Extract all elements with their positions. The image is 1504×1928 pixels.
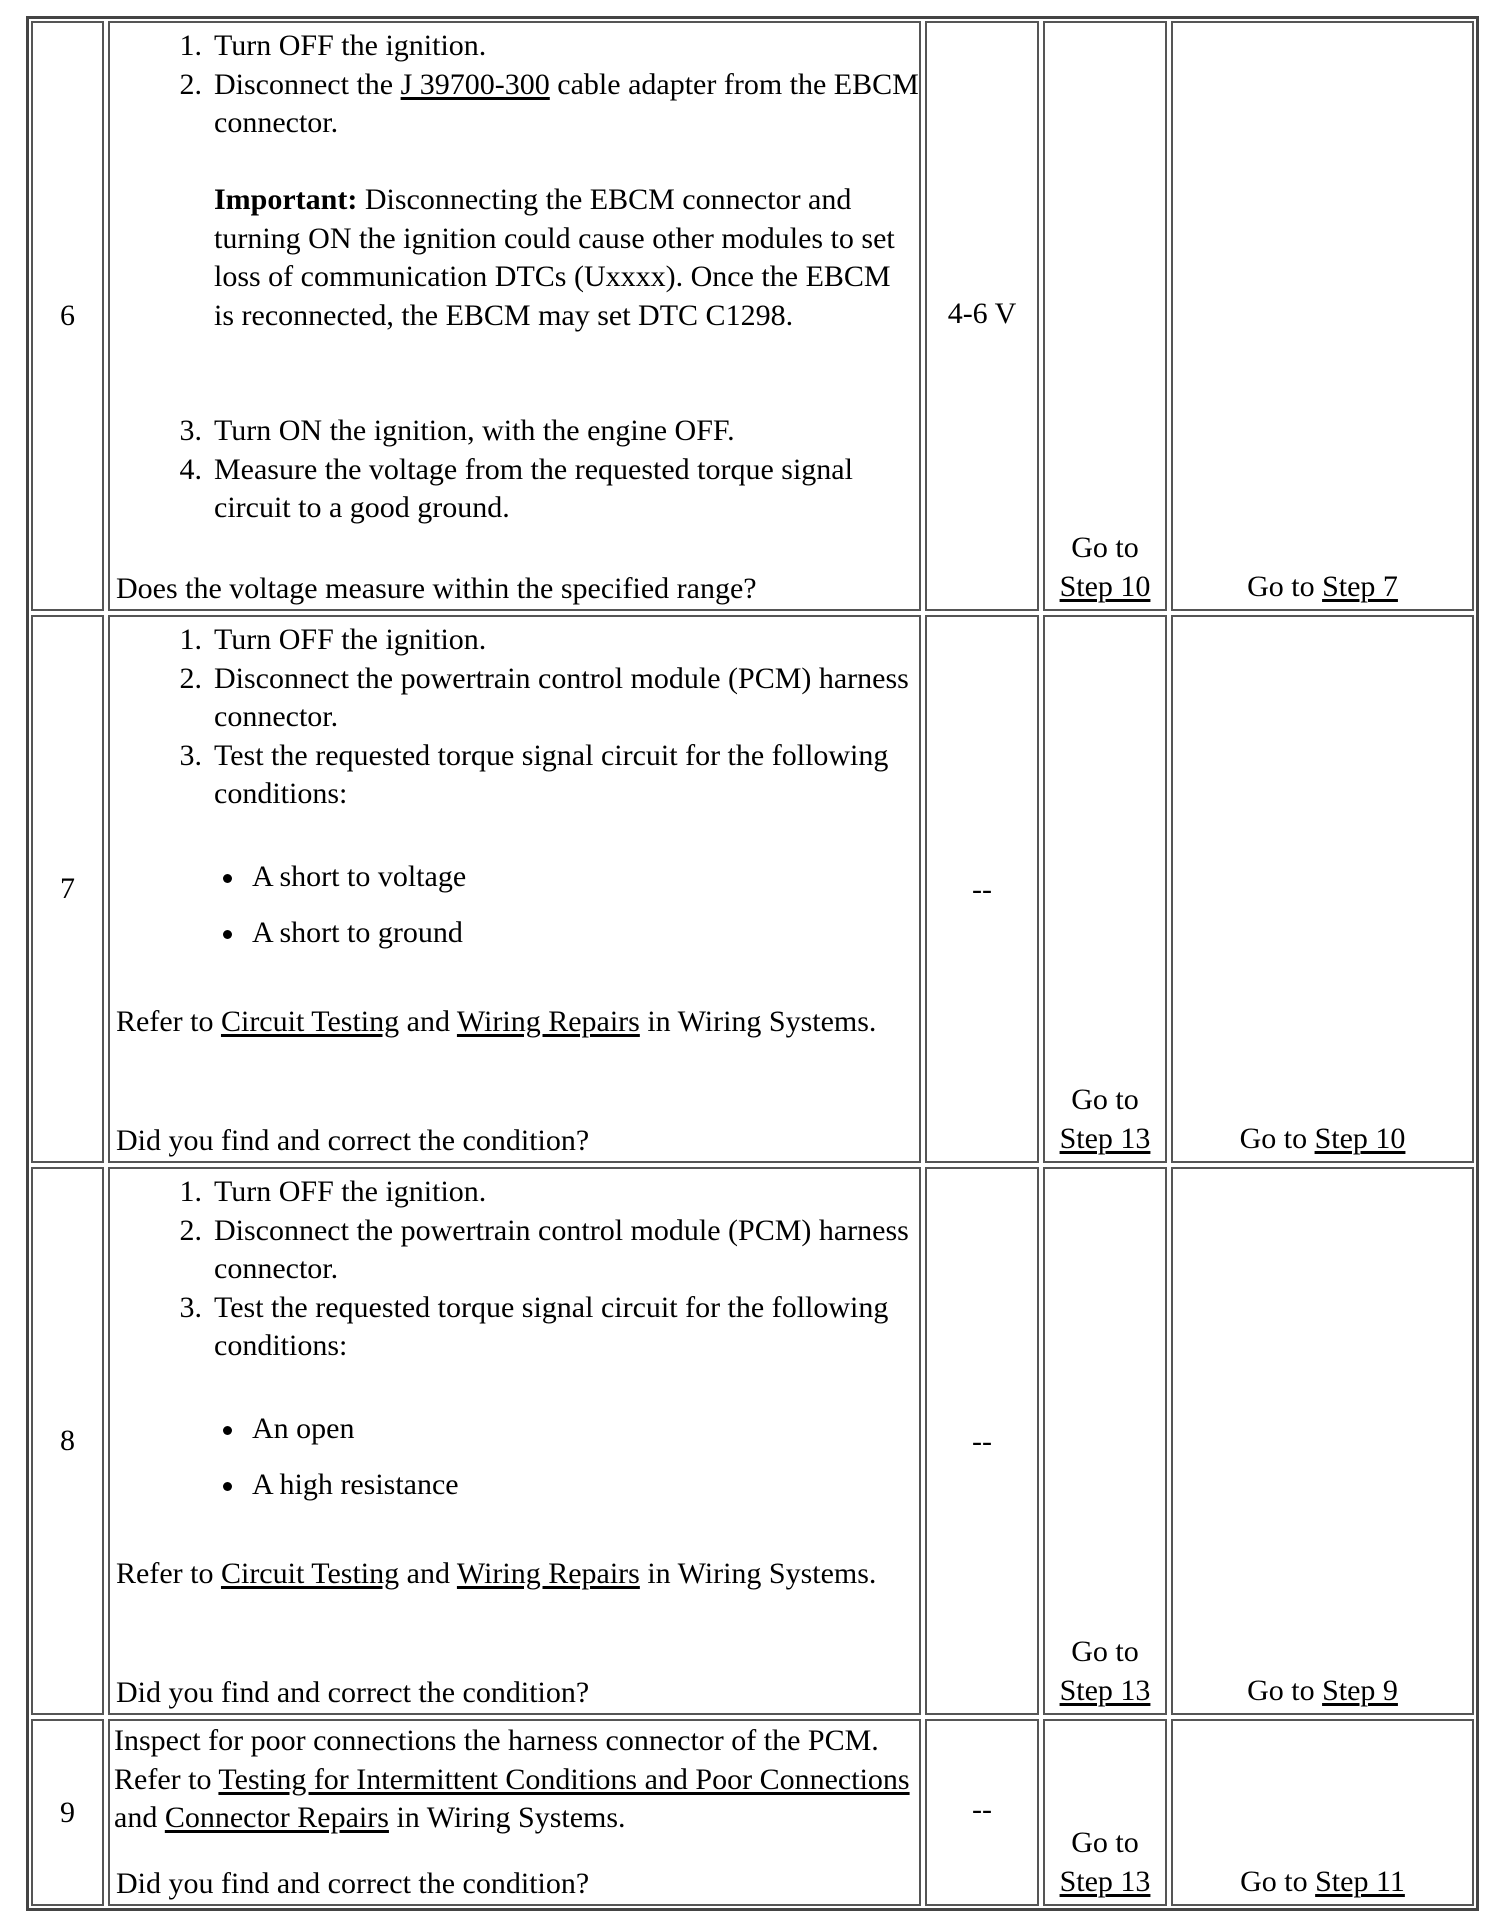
action-cell [108,1167,921,1715]
no-cell: Go to Step 10 [1171,615,1474,1163]
question: Did you find and correct the condition? [116,1675,590,1709]
tool-link[interactable]: J 39700-300 [400,67,550,101]
important-note: Important: Disconnecting the EBCM connector and turning ON the ignition could cause other modules to set loss of communication DTCs (Uxxxx). Once the EBCM is reconnected, the EBCM may set DTC C1298. [214,183,895,332]
yes-step-link[interactable]: Step 10 [1059,569,1151,603]
connector-repairs-link[interactable]: Connector Repairs [164,1801,389,1834]
list-item: 1. Turn OFF the ignition. [179,623,487,656]
step-number: 7 [60,872,75,905]
value-cell [925,21,1039,611]
list-item: 2. Disconnect the J 39700-300 cable adapter from the EBCM connector. [179,67,919,139]
list-item: 1. Turn OFF the ignition. [179,29,487,62]
question: Did you find and correct the condition? [116,1866,590,1900]
action-cell [108,21,921,611]
bullet-item: A high resistance [110,1466,919,1522]
action-cell [108,615,921,1163]
list-item: 3. Test the requested torque signal circuit for the following conditions: [179,738,889,810]
wiring-repairs-link[interactable]: Wiring Repairs [456,1557,640,1590]
no-cell: Go to Step 11 [1171,1719,1474,1906]
inspection-text: Inspect for poor connections the harness connector of the PCM. Refer to Testing for Intermittent Conditions and Poor Connections and Connector Repairs in Wiring Systems. [114,1724,910,1834]
step-number-cell [31,615,104,1163]
important-label: Important: [214,183,358,216]
yes-cell: Go to Step 13 [1043,1719,1167,1906]
spec-value: -- [972,873,992,906]
yes-step-link[interactable]: Step 13 [1059,1673,1151,1707]
step-number-cell [31,21,104,611]
yes-step-link[interactable]: Step 13 [1059,1864,1151,1898]
value-cell [925,1167,1039,1715]
list-item: 1. Turn OFF the ignition. [179,1175,487,1208]
circuit-testing-link[interactable]: Circuit Testing [220,1005,400,1038]
intermittent-conditions-link[interactable]: Testing for Intermittent Conditions and Poor Connections [218,1762,910,1796]
spec-value: -- [972,1425,992,1458]
step-number: 6 [60,299,75,332]
reference-text: Refer to Circuit Testing and Wiring Repairs in Wiring Systems. [116,1557,877,1590]
step-number: 8 [60,1424,75,1457]
value-cell [925,1719,1039,1906]
question: Did you find and correct the condition? [116,1123,590,1157]
value-cell [925,615,1039,1163]
reference-text: Refer to Circuit Testing and Wiring Repairs in Wiring Systems. [116,1005,877,1038]
list-item: 3. Test the requested torque signal circuit for the following conditions: [179,1290,889,1362]
no-step-link[interactable]: Step 11 [1315,1864,1405,1898]
no-cell: Go to Step 9 [1171,1167,1474,1715]
bullet-item: A short to ground [110,914,919,970]
yes-step-link[interactable]: Step 13 [1059,1121,1151,1155]
no-cell: Go to Step 7 [1171,21,1474,611]
spec-value: 4-6 V [947,297,1017,330]
yes-cell: Go to Step 13 [1043,1167,1167,1715]
wiring-repairs-link[interactable]: Wiring Repairs [456,1005,640,1038]
list-item: 2. Disconnect the powertrain control module (PCM) harness connector. [179,661,909,733]
list-item: 3. Turn ON the ignition, with the engine OFF. [179,414,735,447]
action-cell [108,1719,921,1906]
bullet-item: A short to voltage [110,858,919,914]
list-item: 4. Measure the voltage from the requested torque signal circuit to a good ground. [179,452,853,524]
question: Does the voltage measure within the specified range? [116,571,757,605]
step-number-cell [31,1719,104,1906]
no-step-link[interactable]: Step 10 [1314,1121,1406,1155]
no-step-link[interactable]: Step 9 [1322,1673,1398,1707]
step-number-cell [31,1167,104,1715]
list-item: 2. Disconnect the powertrain control module (PCM) harness connector. [179,1213,909,1285]
step-number: 9 [60,1795,75,1829]
spec-value: -- [972,1793,992,1826]
yes-cell: Go to Step 10 [1043,21,1167,611]
no-step-link[interactable]: Step 7 [1322,569,1398,603]
circuit-testing-link[interactable]: Circuit Testing [220,1557,400,1590]
yes-cell: Go to Step 13 [1043,615,1167,1163]
bullet-item: An open [110,1410,919,1466]
